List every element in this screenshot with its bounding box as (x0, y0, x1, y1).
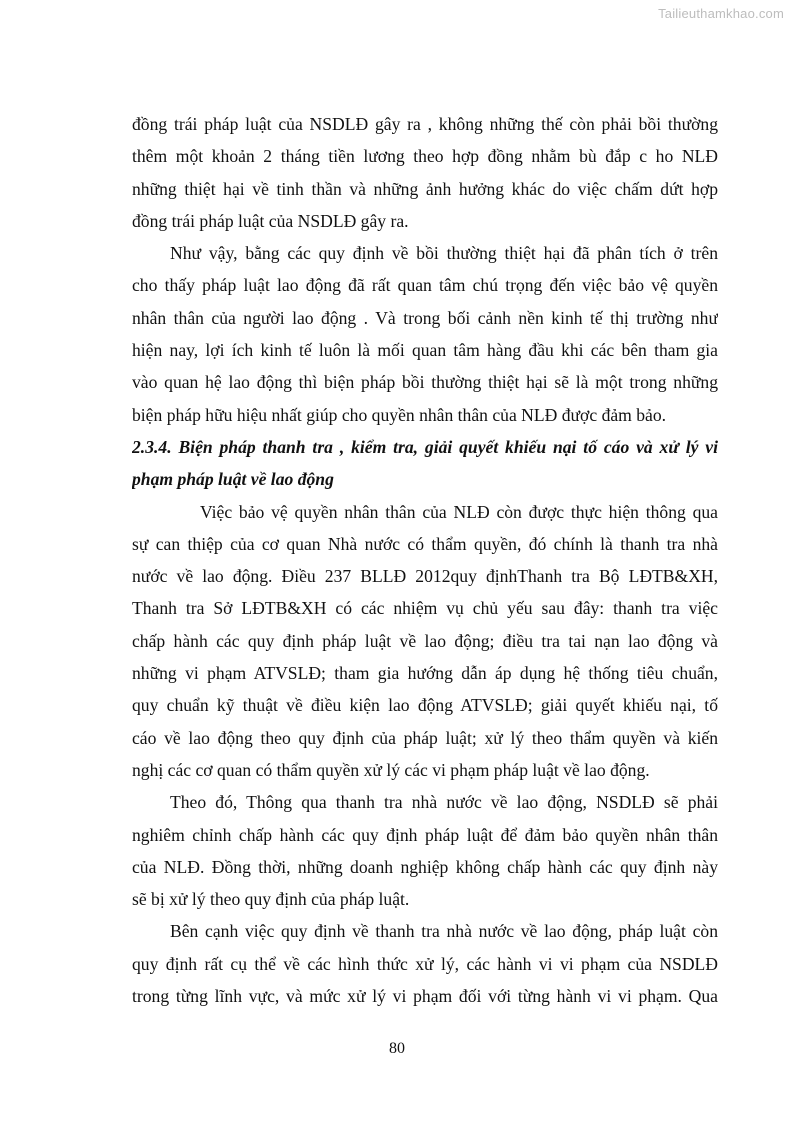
text-line: nghị các cơ quan có thẩm quyền xử lý các vi phạm pháp luật về lao động. (132, 759, 650, 780)
text-line: sự can thiệp của cơ quan Nhà nước có thẩm quyền, đó chính là thanh tra nhà (132, 533, 718, 554)
document-body (132, 108, 718, 1012)
text-line: Thanh tra Sở LĐTB&XH có các nhiệm vụ chủ yếu sau đây: thanh tra việc (132, 598, 718, 619)
text-line: vào quan hệ lao động thì biện pháp bồi thường thiệt hại sẽ là một trong những (132, 372, 718, 393)
text-line: chấp hành các quy định pháp luật về lao động; điều tra tai nạn lao động và (132, 630, 718, 651)
text-line: Việc bảo vệ quyền nhân thân của NLĐ còn được thực hiện thông qua (200, 501, 718, 522)
text-line: Như vậy, bằng các quy định về bồi thường thiệt hại đã phân tích ở trên (170, 243, 718, 264)
text-line: Theo đó, Thông qua thanh tra nhà nước về lao động, NSDLĐ sẽ phải (170, 792, 718, 813)
text-line: cáo về lao động theo quy định của pháp luật; xử lý theo thẩm quyền và kiến (132, 727, 718, 748)
text-line: Bên cạnh việc quy định về thanh tra nhà nước về lao động, pháp luật còn (170, 921, 718, 942)
text-line: của NLĐ. Đồng thời, những doanh nghiệp không chấp hành các quy định này (132, 856, 718, 877)
text-line: thêm một khoản 2 tháng tiền lương theo hợp đồng nhằm bù đắp c ho NLĐ (132, 146, 718, 167)
text-line: những vi phạm ATVSLĐ; tham gia hướng dẫn áp dụng hệ thống tiêu chuẩn, (132, 663, 718, 684)
section-heading: phạm pháp luật về lao động (132, 469, 334, 490)
text-line: sẽ bị xử lý theo quy định của pháp luật. (132, 889, 410, 910)
text-line: hiện nay, lợi ích kinh tế luôn là mối quan tâm hàng đầu khi các bên tham gia (132, 340, 718, 361)
text-line: đồng trái pháp luật của NSDLĐ gây ra. (132, 210, 409, 231)
text-line: cho thấy pháp luật lao động đã rất quan tâm chú trọng đến việc bảo vệ quyền (132, 275, 718, 296)
text-line: nghiêm chỉnh chấp hành các quy định pháp luật để đảm bảo quyền nhân thân (132, 824, 718, 845)
watermark: Tailieuthamkhao.com (658, 6, 784, 21)
page-number: 80 (389, 1040, 405, 1057)
text-line: nước về lao động. Điều 237 BLLĐ 2012quy địnhThanh tra Bộ LĐTB&XH, (132, 566, 718, 587)
section-heading: 2.3.4. Biện pháp thanh tra , kiểm tra, giải quyết khiếu nại tố cáo và xử lý vi (132, 436, 718, 457)
text-line: quy chuẩn kỹ thuật về điều kiện lao động ATVSLĐ; giải quyết khiếu nại, tố (132, 695, 718, 716)
text-line: trong từng lĩnh vực, và mức xử lý vi phạm đối với từng hành vi vi phạm. Qua (132, 986, 718, 1007)
text-line: biện pháp hữu hiệu nhất giúp cho quyền nhân thân của NLĐ được đảm bảo. (132, 404, 667, 425)
text-line: nhân thân của người lao động . Và trong bối cảnh nền kinh tế thị trường như (132, 307, 718, 328)
text-line: những thiệt hại về tinh thần và những ảnh hưởng khác do việc chấm dứt hợp (132, 178, 718, 199)
text-line: quy định rất cụ thể về các hình thức xử lý, các hành vi vi phạm của NSDLĐ (132, 953, 718, 974)
text-line: đồng trái pháp luật của NSDLĐ gây ra , không những thế còn phải bồi thường (132, 114, 718, 134)
